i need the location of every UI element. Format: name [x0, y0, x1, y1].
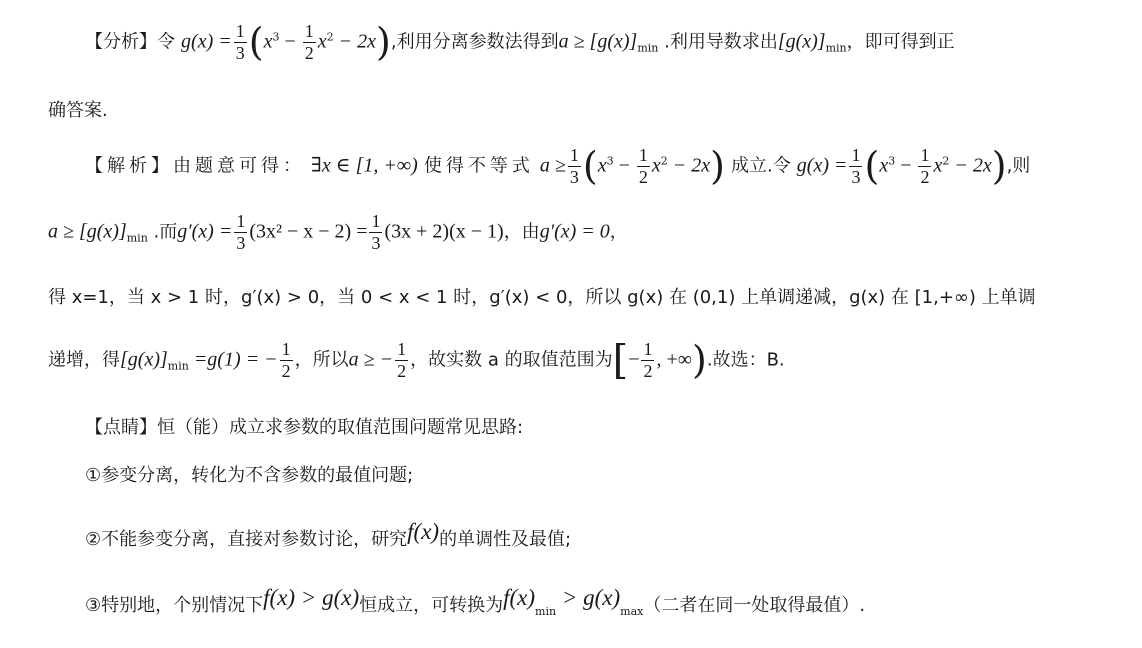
paren-open: ( — [248, 20, 264, 65]
frac-1-2-a: $\frac{1}{2}$ — [638, 145, 648, 187]
paren-close: ) — [376, 20, 391, 65]
solution-line-4 — [48, 337, 785, 384]
tips-item3b: 恒成立，可转换为 — [359, 595, 504, 616]
tips-title: 恒（能）成立求参数的取值范围问题常见思路: — [157, 417, 524, 438]
frac-den: 3 — [235, 42, 245, 63]
x-cubed: x — [263, 30, 273, 53]
frac-1-3-a: $\frac{1}{3}$ — [569, 145, 579, 187]
solution-line-1: 【解析】由题意可得： ∃x ∈ [1, +∞) 使得不等式 a ≥ $\frac{1}{3}$ ($x^3$ − $\frac{1}{2}$ $x^2 - 2x$) 成立.令 g(x) = $\frac{1}{3}$ ($x^3$ − $\frac{1}{2}$ $x^2 - 2x$),则 — [85, 144, 1031, 189]
l4-c: ，所以 — [294, 349, 349, 371]
tips-item2f: f(x) — [407, 519, 440, 544]
frac-num: 1 — [235, 21, 245, 41]
a-ge: a ≥ — [539, 154, 566, 177]
l4-d: a ≥ − — [348, 348, 394, 371]
min-sub: min — [637, 41, 659, 55]
minus: − — [279, 30, 301, 53]
tips-item3e: （二者在同一处取得最值）. — [643, 595, 866, 616]
tips-title-line — [85, 418, 523, 437]
frac-1-3-c: $\frac{1}{3}$ — [236, 211, 246, 253]
half-den: 2 — [304, 42, 314, 63]
analysis-tag: 【分析】 — [85, 31, 157, 53]
l4-h: .故选：B. — [706, 349, 785, 371]
l4-f: − — [628, 348, 640, 371]
paren-close-2: ) — [692, 338, 707, 383]
frac-1-2-c: $\frac{1}{2}$ — [281, 339, 291, 381]
solution-line-2 — [48, 212, 628, 253]
l2-er: .而 — [147, 221, 178, 243]
solution-t1: 由题意可得： — [173, 155, 305, 177]
solution-t3: 成立.令 — [731, 155, 791, 177]
bracket-open: [ — [612, 337, 629, 384]
frac-1-3-b: $\frac{1}{3}$ — [851, 145, 861, 187]
analysis-line-1: 【分析】令 g(x) = $\frac{1}{3}$ ($x^3$ − $\frac{1}{2}$ $x^2 - 2x$),利用分离参数法得到$a \ge [g(x)]_{min}$ .利用导数求出$[g(x)]_{min}$，即可得到正 — [85, 20, 955, 65]
fraction-one-third — [234, 22, 247, 63]
l4-b: =g(1) = − — [188, 348, 278, 371]
tips-item3c: f(x) — [503, 585, 536, 610]
tips-item-1 — [85, 466, 413, 485]
l4-e: ，故实数 a 的取值范围为 — [410, 349, 613, 371]
l2-ineq: a ≥ [g(x)] — [48, 220, 127, 243]
minus-2x: − 2x — [333, 30, 377, 53]
tips-tag: 【点睛】 — [85, 417, 157, 438]
analysis-line2-text: 确答案. — [48, 100, 108, 121]
l2-tail2: ， — [609, 221, 628, 243]
exists-expr: ∃x ∈ [1, +∞) — [311, 154, 418, 177]
solution-t4: ,则 — [1006, 155, 1031, 177]
tips-item3max: max — [620, 605, 644, 618]
analysis-intro: 令 — [157, 31, 175, 53]
gmin: [g(x)] — [777, 30, 826, 53]
tips-item3f: f(x) > g(x) — [263, 585, 360, 610]
g-definition: g(x) = — [181, 30, 232, 53]
expr1: (3x² − x − 2) = — [249, 220, 368, 243]
expr2: (3x + 2)(x − 1) — [384, 220, 504, 243]
tips-item-3 — [85, 585, 866, 618]
l2-tail1: ，由 — [503, 221, 540, 243]
ineq-a: a ≥ [g(x)] — [558, 30, 638, 53]
frac-1-2-e: $\frac{1}{2}$ — [643, 339, 653, 381]
solution-t2: 使得不等式 — [423, 155, 534, 177]
g-eq: g(x) = — [796, 154, 848, 177]
tips-item-2 — [85, 519, 572, 550]
l4-a: 递增，得 — [48, 349, 120, 371]
tips-item3d: > g(x) — [556, 585, 621, 610]
half-num: 1 — [304, 21, 314, 41]
x-squared: x — [317, 30, 327, 53]
tips-item3min: min — [535, 605, 557, 618]
l4-gmin: [g(x)] — [120, 348, 168, 371]
analysis-mid-text2: .利用导数求出 — [658, 31, 778, 53]
l4-min: min — [167, 359, 189, 373]
l2-min: min — [126, 231, 148, 245]
tips-item3a: ③特别地，个别情况下 — [85, 595, 264, 616]
min-sub-2: min — [825, 41, 847, 55]
fraction-half — [303, 22, 316, 63]
analysis-tail: ，即可得到正 — [846, 31, 955, 53]
frac-1-3-d: $\frac{1}{3}$ — [371, 211, 381, 253]
analysis-line-2 — [48, 101, 108, 120]
gp-zero: g′(x) = 0 — [539, 220, 610, 243]
tips-item2b: 的单调性及最值; — [439, 529, 572, 550]
solution-line-3 — [48, 288, 1036, 307]
l4-g: , +∞ — [656, 348, 693, 371]
analysis-mid-text: ,利用分离参数法得到 — [390, 31, 559, 53]
solution-tag: 【解析】 — [85, 155, 173, 177]
tips-item1-text: ①参变分离，转化为不含参数的最值问题; — [85, 465, 414, 486]
solution-l3: 得 x=1，当 x > 1 时，g′(x) > 0，当 0 < x < 1 时，g′(x) < 0，所以 g(x) 在 (0,1) 上单调递减，g(x) 在 [1,+∞) 上单调 — [48, 287, 1036, 308]
gprime: g′(x) = — [177, 220, 233, 243]
frac-1-2-b: $\frac{1}{2}$ — [920, 145, 930, 187]
frac-1-2-d: $\frac{1}{2}$ — [397, 339, 407, 381]
tips-item2a: ②不能参变分离，直接对参数讨论，研究 — [85, 529, 408, 550]
